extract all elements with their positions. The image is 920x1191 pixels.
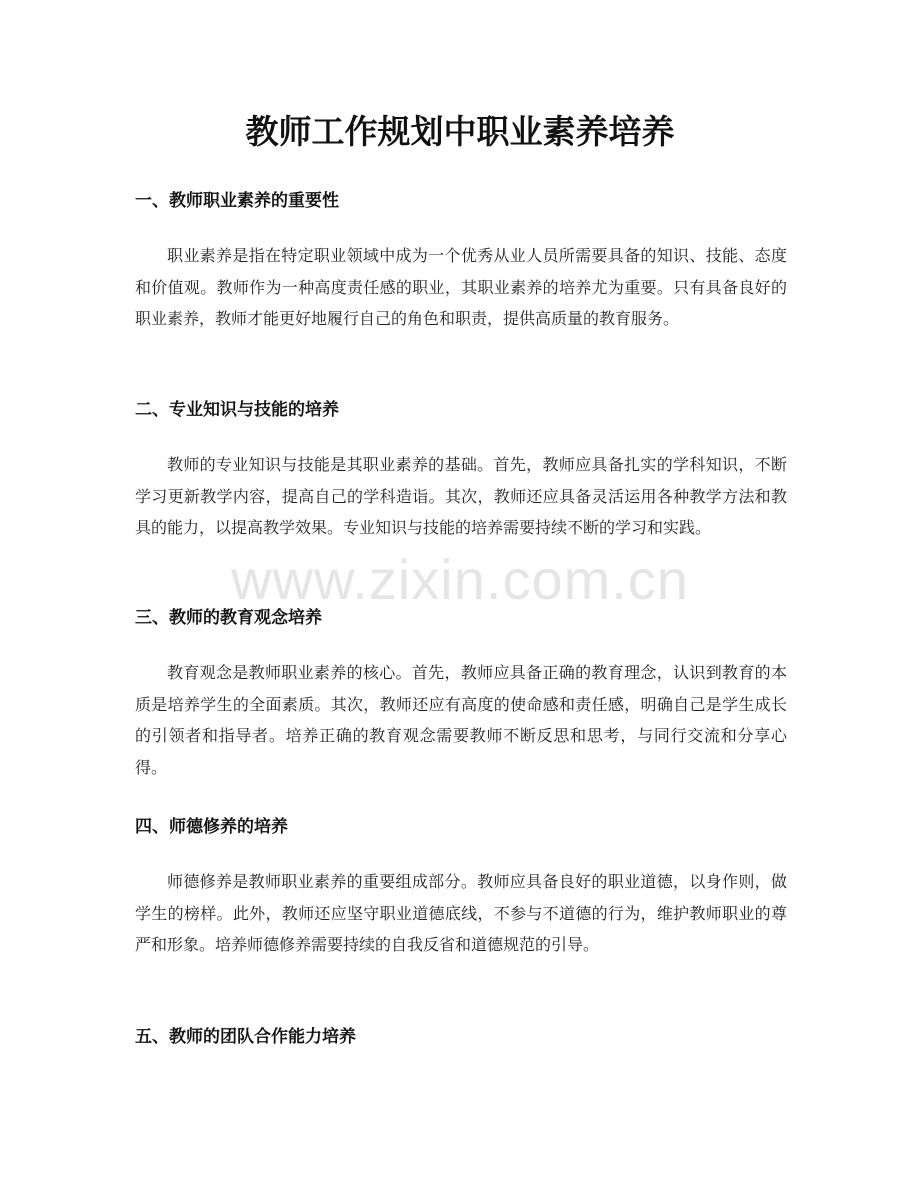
section-heading: 四、师德修养的培养 [135, 817, 288, 837]
section-5 [135, 1024, 787, 1050]
section-paragraph: 师德修养是教师职业素养的重要组成部分。教师应具备良好的职业道德，以身作则，做学生的榜样。此外，教师还应坚守职业道德底线，不参与不道德的行为，维护教师职业的尊严和形象。培养师德修养需要持续的自我反省和道德规范的引导。 [135, 872, 787, 954]
section-heading: 二、专业知识与技能的培养 [135, 400, 339, 420]
section-heading: 三、教师的教育观念培养 [135, 608, 322, 628]
section-3 [135, 605, 787, 783]
page-title: 教师工作规划中职业素养培养 [245, 112, 675, 151]
section-heading: 五、教师的团队合作能力培养 [135, 1027, 356, 1047]
section-paragraph: 教育观念是教师职业素养的核心。首先，教师应具备正确的教育理念，认识到教育的本质是培养学生的全面素质。其次，教师还应有高度的使命感和责任感，明确自己是学生成长的引领者和指导者。培养正确的教育观念需要教师不断反思和思考，与同行交流和分享心得。 [135, 663, 787, 777]
section-paragraph: 职业素养是指在特定职业领域中成为一个优秀从业人员所需要具备的知识、技能、态度和价值观。教师作为一种高度责任感的职业，其职业素养的培养尤为重要。只有具备良好的职业素养，教师才能更好地履行自己的角色和职责，提供高质量的教育服务。 [135, 246, 787, 328]
section-heading: 一、教师职业素养的重要性 [135, 191, 339, 211]
section-paragraph: 教师的专业知识与技能是其职业素养的基础。首先，教师应具备扎实的学科知识，不断学习更新教学内容，提高自己的学科造诣。其次，教师还应具备灵活运用各种教学方法和教具的能力，以提高教学效果。专业知识与技能的培养需要持续不断的学习和实践。 [135, 455, 787, 537]
section-4 [135, 814, 787, 961]
watermark: www.zixin.com.cn [231, 548, 689, 611]
section-1 [135, 188, 787, 335]
section-2 [135, 397, 787, 544]
